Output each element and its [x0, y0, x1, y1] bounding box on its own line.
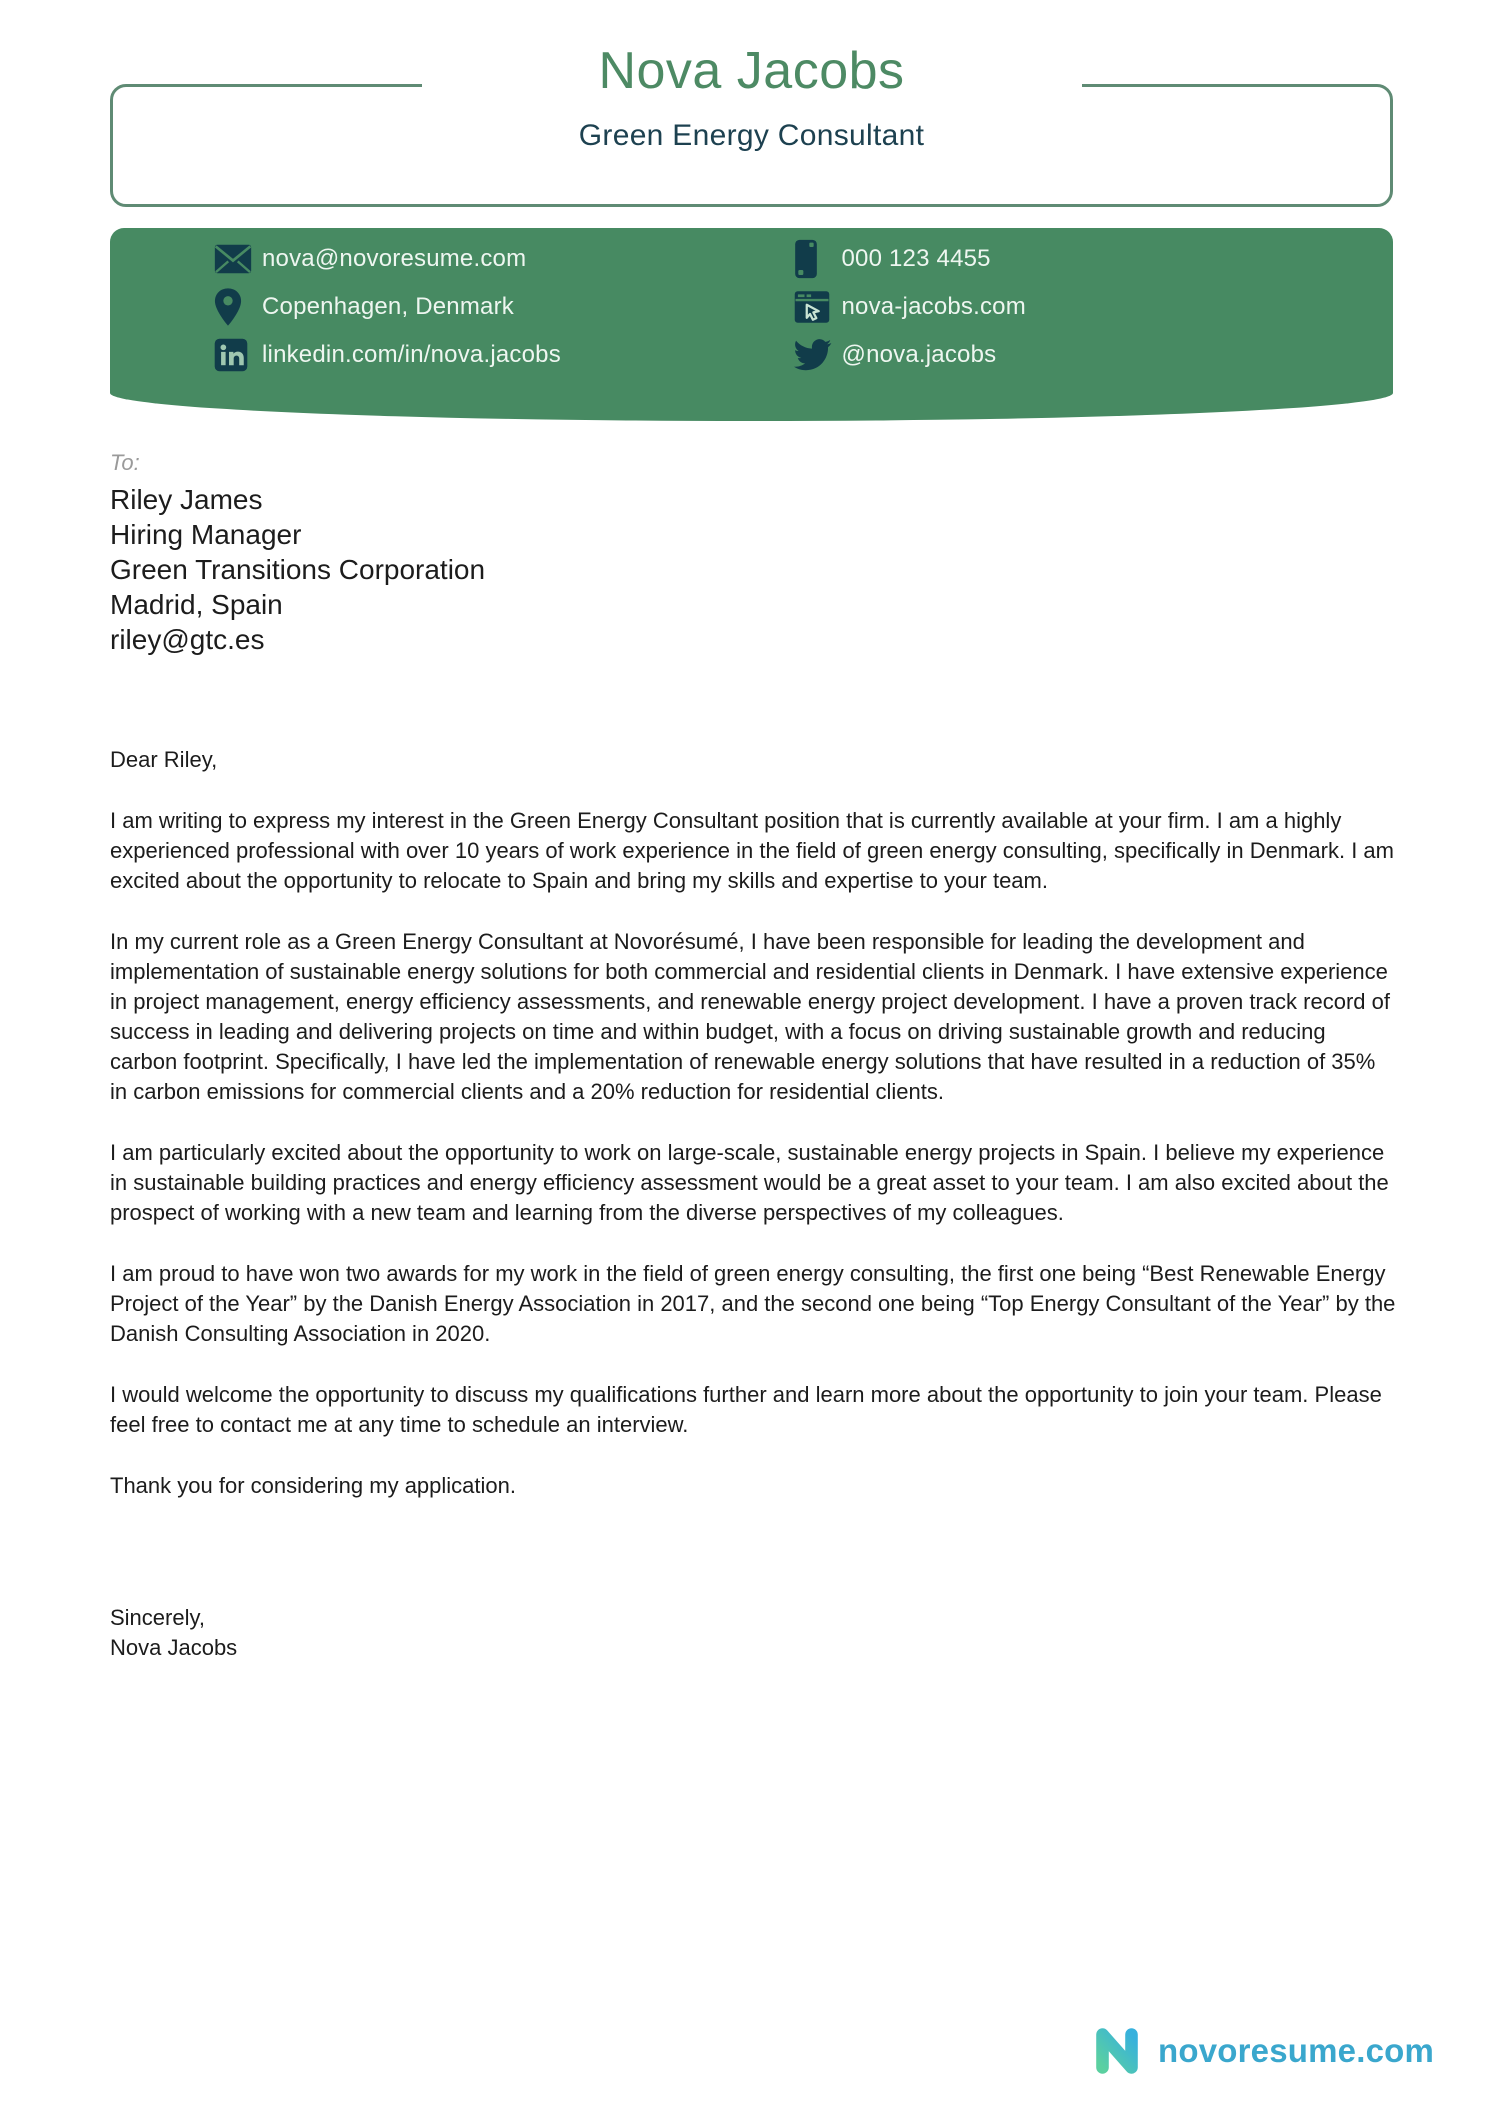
- contact-website-text: nova-jacobs.com: [841, 293, 1026, 320]
- contact-location-text: Copenhagen, Denmark: [262, 293, 514, 320]
- website-icon: [794, 290, 842, 324]
- closing: Sincerely,: [110, 1605, 205, 1630]
- closing-block: [110, 1603, 1398, 1663]
- paragraph-thanks: Thank you for considering my application.: [110, 1473, 516, 1498]
- contact-email[interactable]: [110, 235, 752, 283]
- recipient-role: Hiring Manager: [110, 519, 302, 550]
- novoresume-logo-icon: [1088, 2022, 1146, 2080]
- contact-banner: [110, 228, 1393, 421]
- recipient-block: [110, 450, 485, 657]
- phone-icon: [794, 239, 842, 279]
- twitter-icon: [794, 339, 842, 371]
- email-icon: [214, 244, 262, 274]
- signature: Nova Jacobs: [110, 1635, 238, 1660]
- recipient-name: Riley James: [110, 484, 263, 515]
- recipient-company: Green Transitions Corporation: [110, 554, 486, 585]
- contact-linkedin[interactable]: [110, 331, 752, 379]
- paragraph-4: I am proud to have won two awards for my work in the field of green energy consulting, the first one being “Best Renewable Energy Project of the Year” by the Danish Energy Association in 2017, and the second one being “Top Energy Consultant of the Year” by the Danish Consulting Association in 2020.: [110, 1261, 1396, 1346]
- recipient-location: Madrid, Spain: [110, 589, 283, 620]
- contact-email-text: nova@novoresume.com: [262, 245, 527, 272]
- page-title: Nova Jacobs: [598, 42, 905, 100]
- linkedin-icon: [214, 338, 262, 372]
- header-name-box: [110, 42, 1393, 207]
- contact-linkedin-text: linkedin.com/in/nova.jacobs: [262, 341, 561, 368]
- letter-body: [110, 745, 1398, 1663]
- paragraph-2: In my current role as a Green Energy Consultant at Novorésumé, I have been responsible for leading the development and implementation of sustainable energy solutions for both commercial and residential clients in Denmark. I have extensive experience in project management, energy efficiency assessments, and renewable energy project development. I have a proven track record of success in leading and delivering projects on time and within budget, with a focus on driving sustainable growth and reducing carbon footprint. Specifically, I have led the implementation of renewable energy solutions that have resulted in a reduction of 35% in carbon emissions for commercial clients and a 20% reduction for residential clients.: [110, 929, 1390, 1104]
- contact-location: [110, 283, 752, 331]
- location-icon: [214, 288, 262, 326]
- contact-website[interactable]: [752, 283, 1394, 331]
- contact-phone-text: 000 123 4455: [841, 245, 991, 272]
- paragraph-1: I am writing to express my interest in the Green Energy Consultant position that is currently available at your firm. I am a highly experienced professional with over 10 years of work experience in the field of green energy consulting, specifically in Denmark. I am excited about the opportunity to relocate to Spain and bring my skills and expertise to your team.: [110, 808, 1394, 893]
- paragraph-5: I would welcome the opportunity to discuss my qualifications further and learn more about the opportunity to join your team. Please feel free to contact me at any time to schedule an interview.: [110, 1382, 1382, 1437]
- footer-brand[interactable]: [1088, 2022, 1434, 2080]
- contact-twitter[interactable]: [752, 331, 1394, 379]
- salutation: Dear Riley,: [110, 747, 218, 772]
- paragraph-3: I am particularly excited about the opportunity to work on large-scale, sustainable energy projects in Spain. I believe my experience in sustainable building practices and energy efficiency assessment would be a great asset to your team. I am also excited about the prospect of working with a new team and learning from the diverse perspectives of my colleagues.: [110, 1140, 1389, 1225]
- footer-brand-text: novoresume.com: [1158, 2032, 1435, 2069]
- job-title: Green Energy Consultant: [578, 119, 925, 152]
- contact-phone: [752, 235, 1394, 283]
- title-plate: [422, 29, 1082, 113]
- contact-banner-body: [110, 228, 1393, 393]
- to-label: To:: [110, 450, 140, 475]
- contact-twitter-text: @nova.jacobs: [841, 341, 997, 368]
- recipient-email: riley@gtc.es: [110, 624, 265, 655]
- banner-bottom-curve: [110, 393, 1393, 421]
